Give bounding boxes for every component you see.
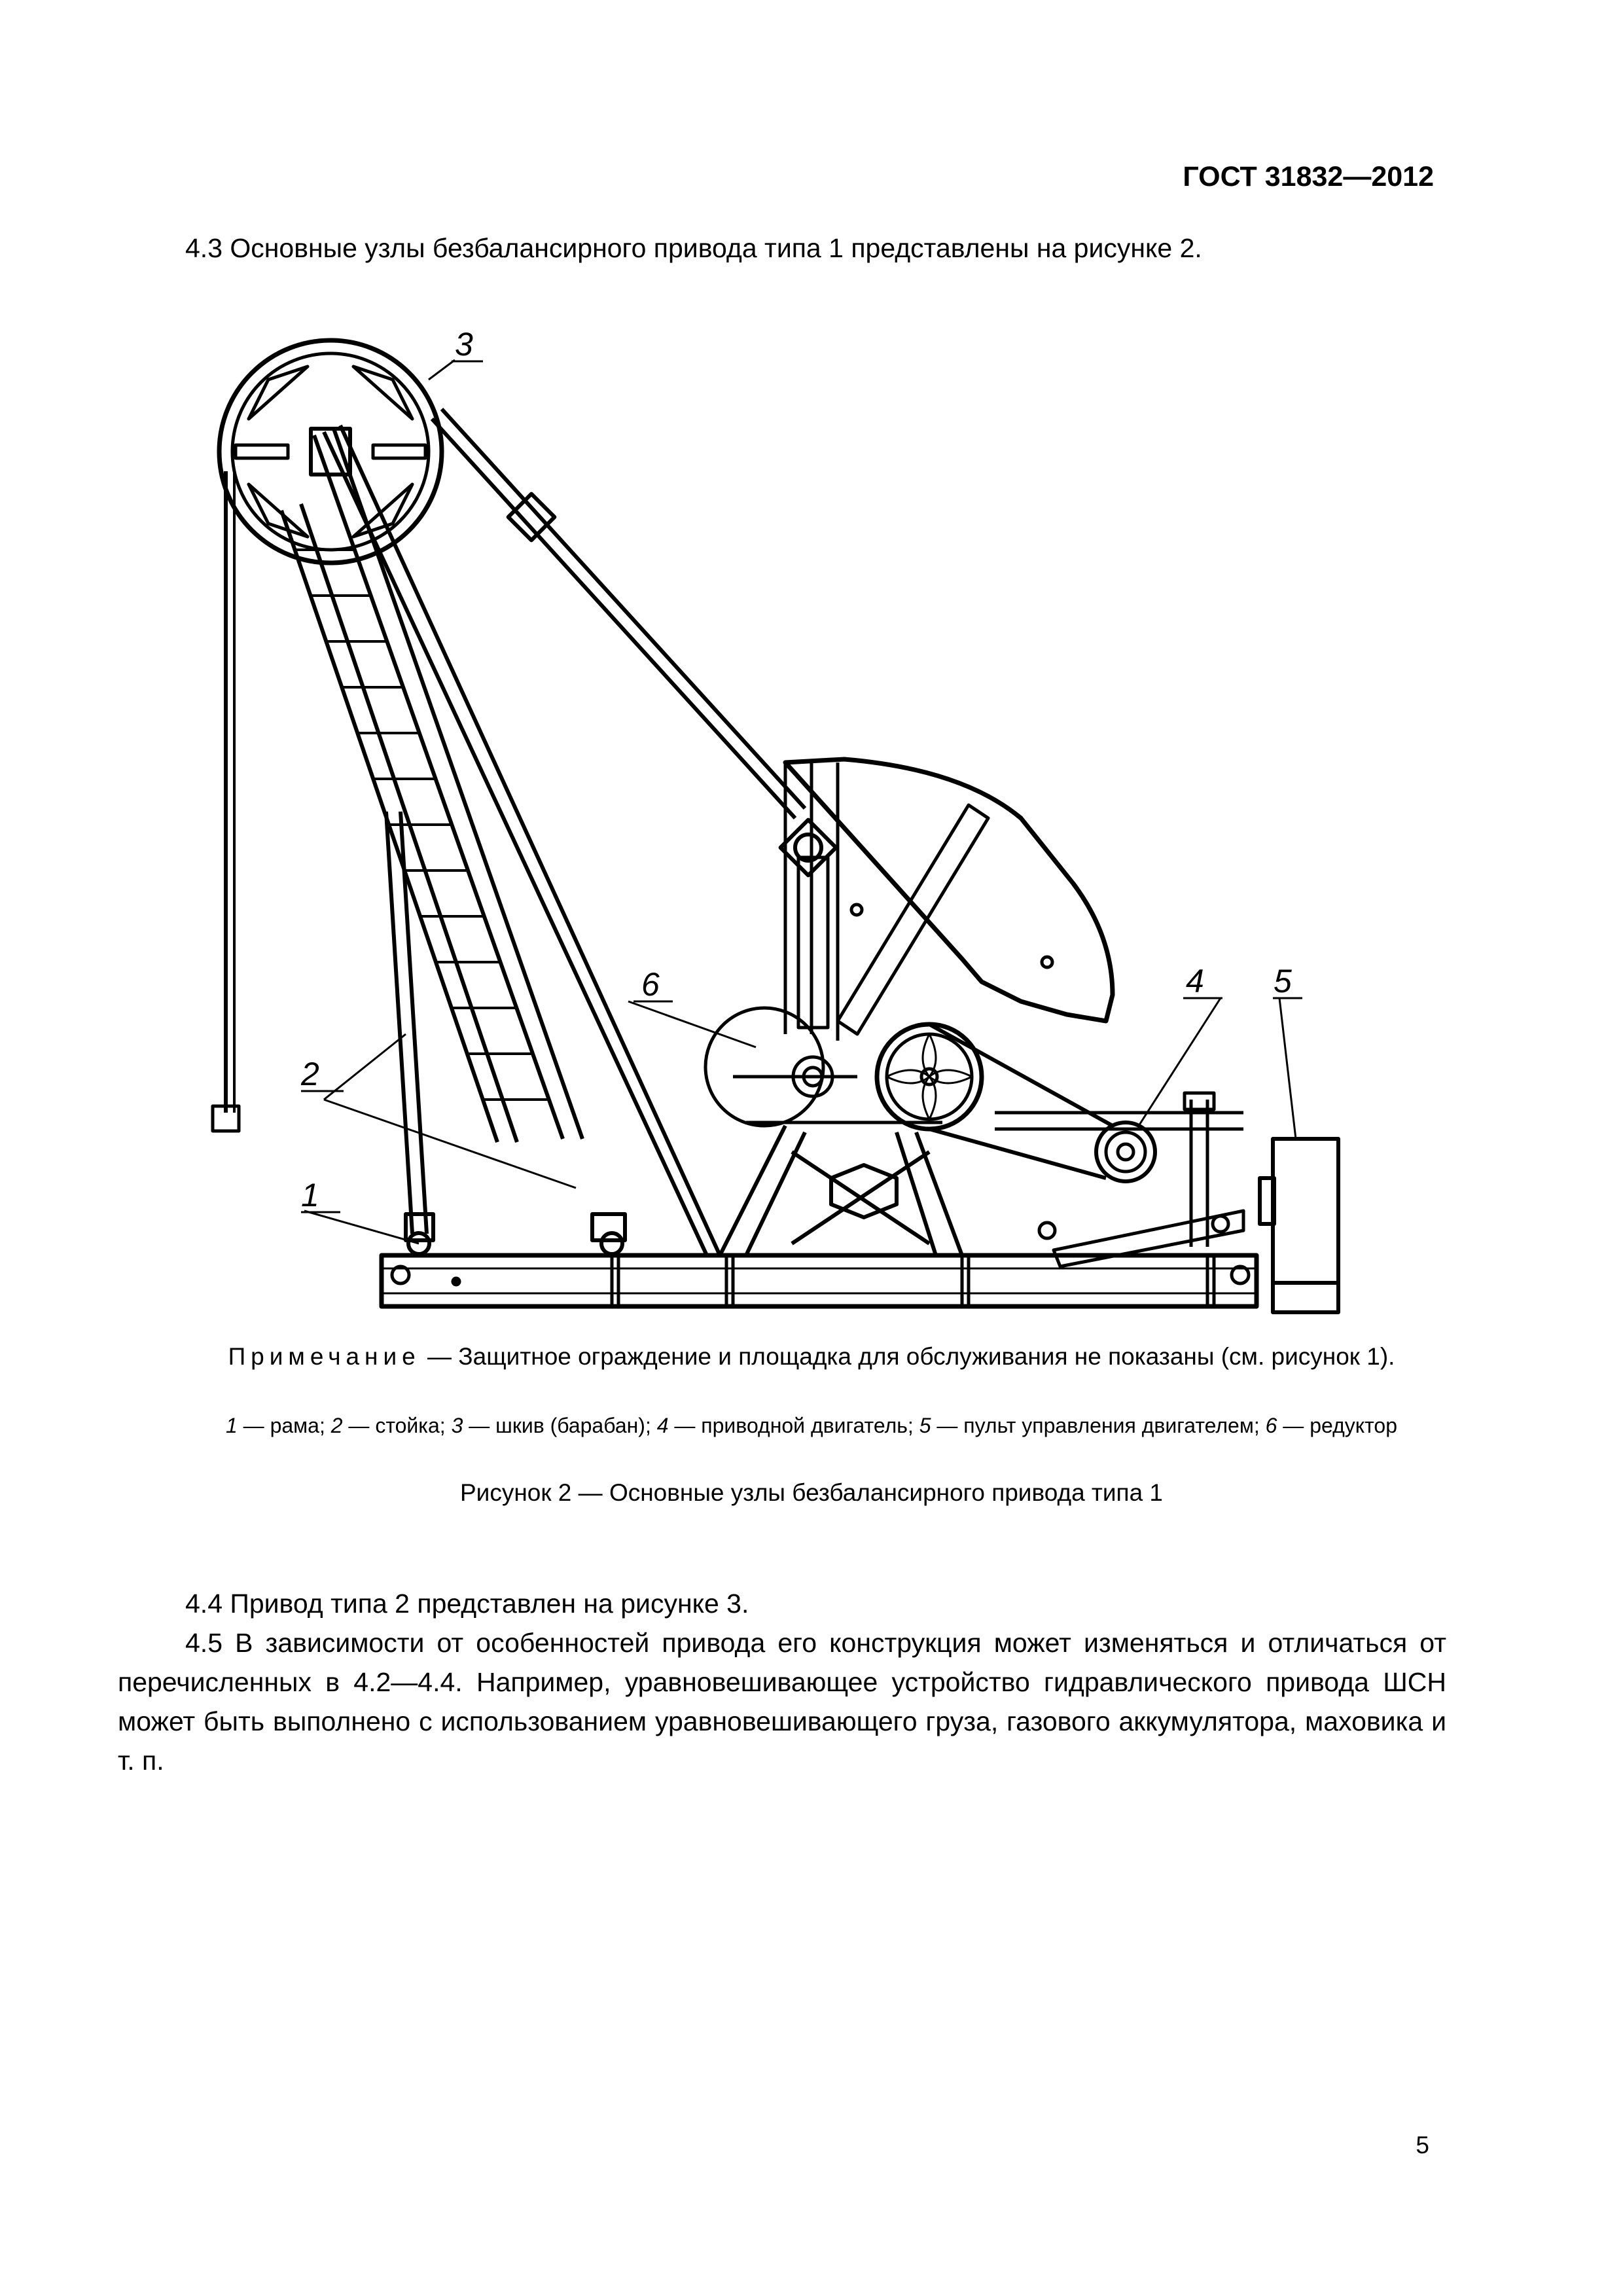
- control-panel: [1260, 1139, 1338, 1312]
- paragraph-4-3: 4.3 Основные узлы безбалансирного привода типа 1 представлены на рисунке 2.: [185, 233, 1202, 263]
- callout-4: 4: [1186, 963, 1204, 999]
- legend-text-3: — шкив (барабан);: [463, 1414, 657, 1437]
- pulley: [213, 340, 442, 1131]
- paragraph-4-4: 4.4 Привод типа 2 представлен на рисунке 3.: [185, 1588, 749, 1619]
- page-number: 5: [1416, 2132, 1429, 2159]
- cable-rod: [432, 409, 836, 875]
- motor-belt: [746, 1024, 1243, 1266]
- drive-wheel: [877, 1024, 982, 1129]
- figure-caption: Рисунок 2 — Основные узлы безбалансирного привода типа 1: [459, 1479, 1164, 1506]
- paragraph-4-5: [118, 1623, 1446, 1780]
- document-code: ГОСТ 31832—2012: [1183, 161, 1434, 192]
- callout-3: 3: [455, 326, 473, 363]
- figure-2-drawing: [183, 301, 1414, 1322]
- callout-1: 1: [301, 1177, 319, 1213]
- legend-num-4: 4: [656, 1414, 669, 1437]
- note-text: — Защитное ограждение и площадка для обслуживания не показаны (см. рисунок 1).: [420, 1343, 1395, 1370]
- paragraph-4-5-first-line: 4.5 В зависимости от особенностей привода его конструкция может изменяться и отличаться от: [185, 1628, 1446, 1658]
- note-prefix: Примечание: [228, 1343, 421, 1370]
- support-tower: [720, 1126, 962, 1255]
- strut: [386, 812, 625, 1254]
- callout-6: 6: [641, 966, 660, 1003]
- legend-num-2: 2: [330, 1414, 343, 1437]
- figure-legend: [0, 1414, 1623, 1438]
- legend-text-6: — редуктор: [1277, 1414, 1397, 1437]
- legend-num-1: 1: [225, 1414, 238, 1437]
- legend-text-1: — рама;: [237, 1414, 331, 1437]
- paragraph-4-5-rest: перечисленных в 4.2—4.4. Например, уравновешивающее устройство гидравлического привода ШСН может быть выполнено с использованием уравновешивающего груза, газового аккумулятора, маховика и т. п.: [118, 1667, 1446, 1776]
- legend-text-5: — пульт управления двигателем;: [931, 1414, 1266, 1437]
- figure-note: [0, 1343, 1623, 1371]
- legend-text-4: — приводной двигатель;: [668, 1414, 919, 1437]
- callout-2: 2: [301, 1056, 319, 1092]
- legend-num-3: 3: [451, 1414, 463, 1437]
- frame: [382, 1255, 1257, 1306]
- legend-num-6: 6: [1265, 1414, 1277, 1437]
- legend-num-5: 5: [919, 1414, 931, 1437]
- legend-text-2: — стойка;: [342, 1414, 452, 1437]
- callout-5: 5: [1274, 963, 1292, 999]
